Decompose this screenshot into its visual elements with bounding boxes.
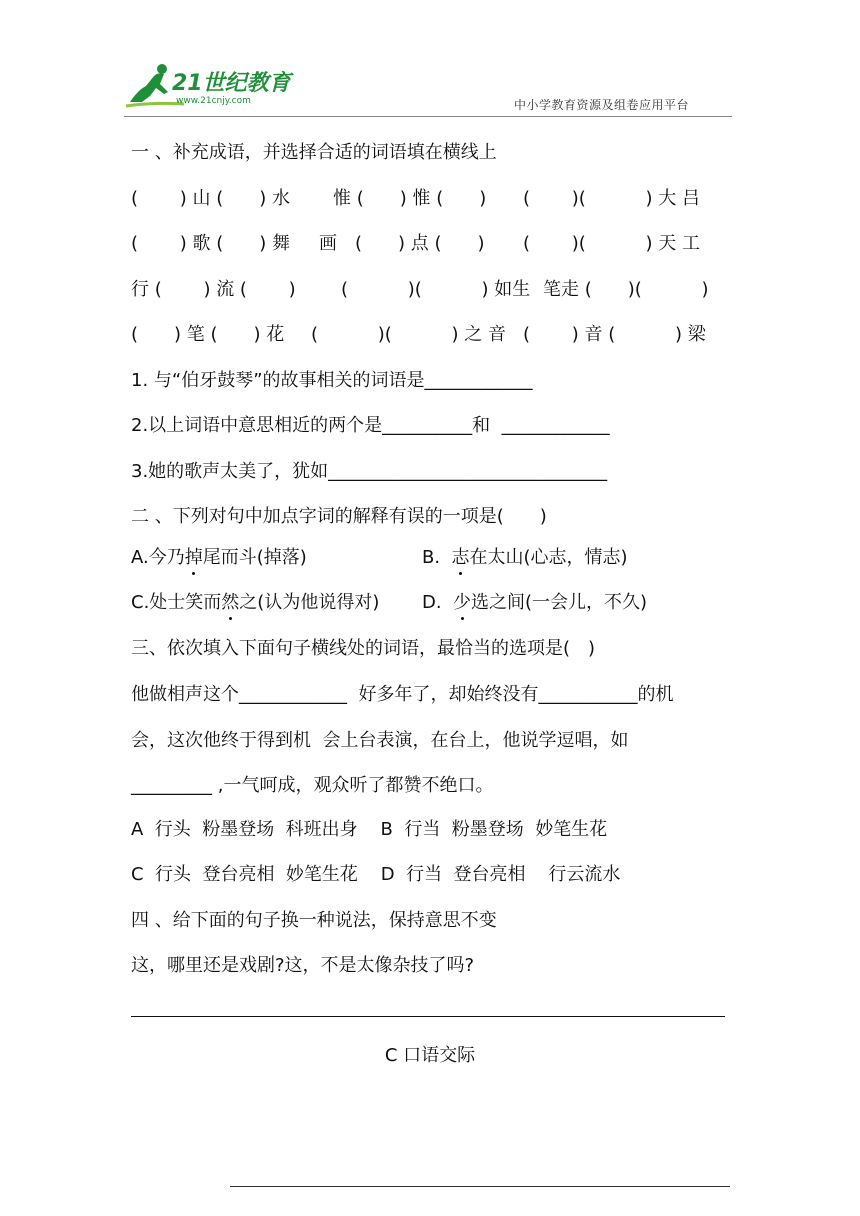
idiom-cell: 惟 ( ) 惟 ( ) — [333, 188, 487, 209]
section-3-title: 三、依次填入下面句子横线处的词语，最恰当的选项是( ) — [131, 638, 596, 659]
idiom-cell: ( ) 歌 ( ) 舞 — [131, 233, 290, 254]
option-a: A.今乃掉尾而斗(掉落) — [131, 547, 307, 568]
footer-divider — [230, 1186, 730, 1187]
section-3-paragraph-line-2: 会，这次他终于得到机 会上台表演，在台上，他说学逗唱，如 — [131, 730, 629, 751]
platform-name: 中小学教育资源及组卷应用平台 — [514, 98, 690, 112]
site-logo — [124, 62, 294, 108]
idiom-cell: ( )( ) 如生 — [341, 279, 531, 300]
idiom-cell: ( ) 笔 ( ) 花 — [131, 324, 285, 345]
idiom-cell: ( ) 山 ( ) 水 — [131, 188, 290, 209]
idiom-cell: 画 ( ) 点 ( ) — [319, 233, 485, 254]
section-3-options-ab: A 行头 粉墨登场 科班出身 B 行当 粉墨登场 妙笔生花 — [131, 819, 608, 840]
idiom-cell: ( )( ) 大 吕 — [523, 188, 700, 209]
section-c-title: C 口语交际 — [384, 1045, 476, 1066]
dotted-char: 掉 — [184, 547, 203, 568]
question-1: 1. 与“伯牙鼓琴”的故事相关的词语是____________ — [131, 370, 533, 391]
idiom-cell: ( )( ) 天 工 — [523, 233, 700, 254]
dotted-char: 少 — [453, 592, 472, 613]
section-4-sentence: 这，哪里还是戏剧?这，不是太像杂技了吗? — [131, 955, 475, 976]
dotted-char: 志 — [451, 547, 470, 568]
option-c: C.处士笑而然之(认为他说得对) — [131, 592, 380, 613]
idiom-cell: ( )( ) 之 音 — [311, 324, 506, 345]
option-d: D. 少选之间(一会儿，不久) — [422, 592, 648, 613]
section-1-title: 一 、补充成语，并选择合适的词语填在横线上 — [131, 142, 497, 163]
option-b: B. 志在太山(心志，情志) — [422, 547, 628, 568]
section-4-title: 四 、给下面的句子换一种说法，保持意思不变 — [131, 910, 497, 931]
idiom-cell: 行 ( ) 流 ( ) — [131, 279, 296, 300]
section-2-title: 二 、下列对句中加点字词的解释有误的一项是( ) — [131, 506, 547, 527]
running-figure-icon — [130, 73, 168, 102]
dotted-char: 然 — [221, 592, 240, 613]
section-3-options-cd: C 行头 登台亮相 妙笔生花 D 行当 登台亮相 行云流水 — [131, 864, 621, 885]
idiom-cell: 笔走 ( )( ) — [543, 279, 709, 300]
section-3-paragraph-line-3: _________ ,一气呵成，观众听了都赞不绝口。 — [131, 775, 494, 796]
logo-text: 21世纪教育 — [172, 71, 291, 96]
section-3-paragraph-line-1: 他做相声这个____________ 好多年了，却始终没有___________的机 — [131, 684, 674, 705]
idiom-cell: ( ) 音 ( ) 梁 — [523, 324, 706, 345]
header-divider — [124, 116, 732, 117]
answer-line — [131, 1016, 725, 1017]
question-2: 2.以上词语中意思相近的两个是__________和 ____________ — [131, 415, 610, 436]
question-3: 3.她的歌声太美了，犹如_______________________________ — [131, 461, 608, 482]
logo-url-text: www.21cnjy.com — [176, 96, 251, 106]
